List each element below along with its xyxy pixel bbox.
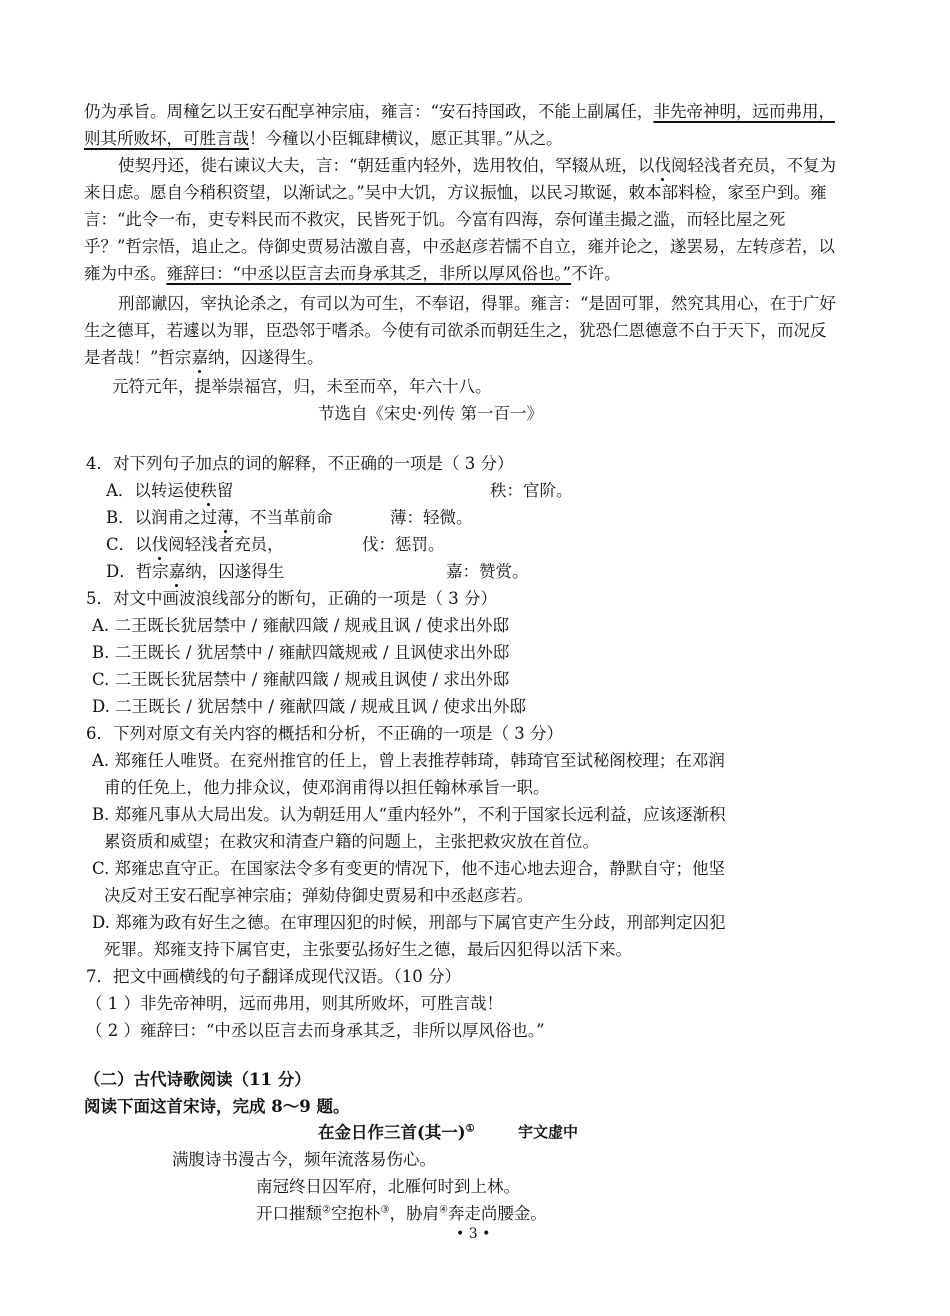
passage-text: ！今穜以小臣辄肆横议，愿正其罪。”从之。 xyxy=(249,129,563,148)
question-6-option-a-line-2: 甫的任免上，他力排众议，使邓润甫得以担任翰林承旨一职。 xyxy=(104,778,550,797)
poem-text: 奔走尚腰金。 xyxy=(447,1204,547,1223)
poem-text: ，胁肩 xyxy=(389,1204,439,1223)
dotted-word: 薄 xyxy=(217,504,234,528)
question-5-option-c: C. 二王既长犹居禁中 / 雍献四箴 / 规戒且讽使 / 求出外邸 xyxy=(92,670,510,689)
footnote-mark: ② xyxy=(322,1204,331,1216)
passage-line-9: 生之德耳，若遽以为罪，臣恐邻于嗜杀。今使有司欲杀而朝廷生之，犹恐仁恩德意不白于天下，而况反 xyxy=(84,321,827,340)
passage-line-6: 乎？”哲宗悟，追止之。侍御史贾易沽激自喜，中丞赵彦若懦不自立，雍并论之，遂罢易，左转彦若，以 xyxy=(84,237,835,256)
question-6-option-a-line-1: A. 郑雍任人唯贤。在兖州推官的任上，曾上表推荐韩琦，韩琦官至试秘阁校理；在邓润 xyxy=(92,751,725,770)
question-4-option-c xyxy=(106,531,284,555)
passage-line-5: 言：“此令一布，吏专料民而不救灾，民皆死于饥。今富有四海，奈何谨圭撮之滥，而轻比屋之死 xyxy=(84,210,786,229)
poem-text: 空抱朴 xyxy=(330,1204,381,1223)
option-text: 纳，囚遂得生 xyxy=(185,562,285,581)
passage-text: 使契丹还，徙右谏议大夫，言：“朝廷重内轻外，选用牧伯，罕辍从班，以 xyxy=(118,156,655,175)
passage-line-8: 刑部谳囚，宰执论杀之，有司以为可生，不奉诏，得罪。雍言：“是固可罪，然究其用心，在于广好 xyxy=(118,294,836,313)
underlined-sentence-2: 雍辞曰：“中丞以臣言去而身承其乏，非所以厚风俗也。” xyxy=(166,264,572,283)
passage-line-4: 来日虑。愿自今稍积资望，以渐试之。”吴中大饥，方议振恤，以民习欺诞，敕本部料检，家至户到。雍 xyxy=(84,183,827,202)
poetry-instruction: 阅读下面这首宋诗，完成 8～9 题。 xyxy=(84,1097,350,1116)
question-5-option-d: D. 二王既长 / 犹居禁中 / 雍献四箴 / 规戒且讽 / 使求出外邸 xyxy=(92,697,526,716)
option-text: 留 xyxy=(216,481,234,500)
question-6-option-b-line-2: 累资质和威望；在救灾和清查户籍的问题上，主张把救灾放在首位。 xyxy=(104,832,599,851)
question-4-option-d-explanation: 嘉：赞赏。 xyxy=(446,562,529,581)
passage-text: 不许。 xyxy=(571,264,621,283)
poem-author: 宇文虚中 xyxy=(518,1123,579,1141)
poem-line-2: 南冠终日囚军府，北雁何时到上林。 xyxy=(256,1177,520,1196)
question-4-option-a xyxy=(106,477,233,501)
dotted-word: 嘉 xyxy=(191,344,208,368)
poem-title-text: 在金日作三首(其一) xyxy=(318,1123,466,1142)
question-4-option-d xyxy=(106,558,284,582)
dotted-word: 嘉 xyxy=(169,558,186,582)
question-5-option-b: B. 二王既长 / 犹居禁中 / 雍献四箴规戒 / 且讽使求出外邸 xyxy=(92,643,510,662)
question-4-option-c-explanation: 伐：惩罚。 xyxy=(362,535,445,554)
passage-text: 仍为承旨。周穜乞以王安石配享神宗庙，雍言：“安石持国政，不能上副属任， xyxy=(84,102,654,121)
passage-text: 雍为中丞。 xyxy=(84,264,167,283)
passage-line-3 xyxy=(118,152,836,176)
footnote-mark: ① xyxy=(465,1123,475,1135)
poem-line-1: 满腹诗书漫古今，频年流落易伤心。 xyxy=(172,1150,436,1169)
passage-line-11: 元符元年，提举崇福宫，归，未至而卒，年六十八。 xyxy=(112,377,492,396)
passage-source: 节选自《宋史·列传 第一百一》 xyxy=(318,404,543,423)
poem-title xyxy=(318,1119,475,1143)
option-text: 阅轻浅者充员， xyxy=(168,535,284,554)
passage-line-1 xyxy=(84,98,835,122)
option-text: C．以 xyxy=(106,535,152,554)
passage-line-2 xyxy=(84,125,563,149)
question-7-stem: 7．把文中画横线的句子翻译成现代汉语。（10 分） xyxy=(86,967,461,986)
underlined-sentence-1b: 则其所败坏，可胜言哉 xyxy=(84,129,249,148)
poetry-section-heading: （二）古代诗歌阅读（11 分） xyxy=(84,1070,311,1089)
question-6-stem: 6．下列对原文有关内容的概括和分析，不正确的一项是（ 3 分） xyxy=(86,724,563,743)
dotted-word: 秩 xyxy=(200,477,217,501)
question-6-option-c-line-2: 决反对王安石配享神宗庙；弹劾侍御史贾易和中丞赵彦若。 xyxy=(104,886,533,905)
page-number: • 3 • xyxy=(456,1226,491,1242)
passage-text: 阅轻浅者充员，不复为 xyxy=(670,156,836,175)
option-text: A．以转运使 xyxy=(106,481,201,500)
question-6-option-d-line-1: D. 郑雍为政有好生之德。在审理囚犯的时候，刑部与下属官吏产生分歧，刑部判定囚犯 xyxy=(92,913,726,932)
option-text: B．以润甫之过 xyxy=(106,508,218,527)
dotted-word: 伐 xyxy=(152,531,169,555)
poem-line-3 xyxy=(256,1200,547,1224)
footnote-mark: ④ xyxy=(438,1204,448,1216)
question-7-sentence-2: （ 2 ）雍辞曰：“中丞以臣言去而身承其乏，非所以厚风俗也。” xyxy=(86,1021,545,1040)
footnote-mark: ③ xyxy=(380,1204,390,1216)
question-4-stem: 4．对下列句子加点的词的解释，不正确的一项是（ 3 分） xyxy=(86,454,514,473)
passage-text: 纳，囚遂得生。 xyxy=(207,348,324,367)
question-4-option-b xyxy=(106,504,333,528)
poem-text: 开口摧颓 xyxy=(256,1204,322,1223)
question-4-option-a-explanation: 秩：官阶。 xyxy=(490,481,573,500)
underlined-sentence-1a: 非先帝神明，远而弗用， xyxy=(653,102,835,121)
question-5-stem: 5．对文中画波浪线部分的断句，正确的一项是（ 3 分） xyxy=(86,589,497,608)
option-text: D．哲宗 xyxy=(106,562,169,581)
passage-text: 是者哉！”哲宗 xyxy=(84,348,192,367)
dotted-word: 伐 xyxy=(654,152,671,176)
question-7-sentence-1: （ 1 ）非先帝神明，远而弗用，则其所败坏，可胜言哉！ xyxy=(86,994,503,1013)
passage-line-10 xyxy=(84,344,323,368)
question-6-option-b-line-1: B. 郑雍凡事从大局出发。认为朝廷用人“重内轻外”，不利于国家长远利益，应该逐渐积 xyxy=(92,805,726,824)
question-6-option-c-line-1: C. 郑雍忠直守正。在国家法令多有变更的情况下，他不违心地去迎合，静默自守；他坚 xyxy=(92,859,726,878)
passage-line-7 xyxy=(84,260,621,284)
question-6-option-d-line-2: 死罪。郑雍支持下属官吏，主张要弘扬好生之德，最后囚犯得以活下来。 xyxy=(104,940,632,959)
question-4-option-b-explanation: 薄：轻微。 xyxy=(390,508,473,527)
option-text: ，不当革前命 xyxy=(233,508,333,527)
question-5-option-a: A. 二王既长犹居禁中 / 雍献四箴 / 规戒且讽 / 使求出外邸 xyxy=(92,616,510,635)
